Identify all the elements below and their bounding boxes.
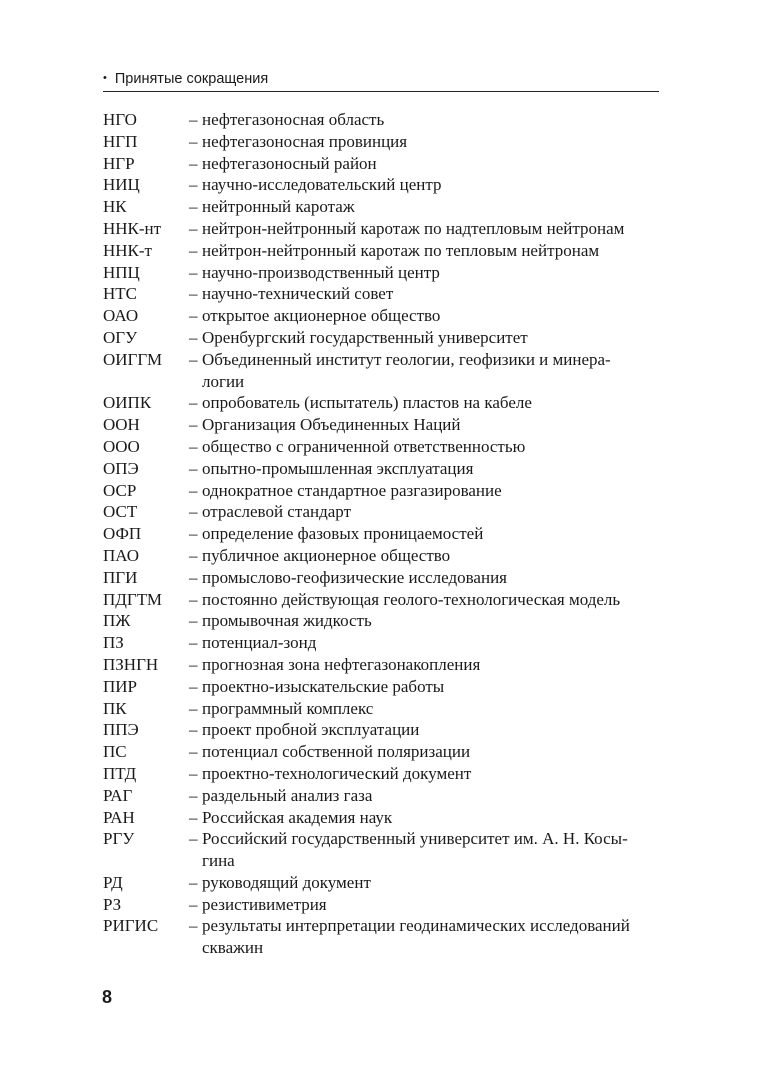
abbreviation-entry xyxy=(103,349,659,371)
abbreviation-definition xyxy=(189,785,659,807)
abbreviation-entry xyxy=(103,523,659,545)
definition-text: определение фазовых проницаемостей xyxy=(202,524,484,544)
definition-text: опробователь (испытатель) пластов на кабеле xyxy=(202,393,532,413)
abbreviation-term: ОПЭ xyxy=(103,458,139,478)
definition-text: Объединенный институт геологии, геофизики и минера- xyxy=(202,349,611,369)
abbreviation-term: ППЭ xyxy=(103,720,139,740)
abbreviation-entry xyxy=(103,807,659,829)
dash-separator: – xyxy=(189,916,198,936)
abbreviation-definition xyxy=(189,937,659,959)
abbreviation-entry xyxy=(103,458,659,480)
abbreviation-entry xyxy=(103,894,659,916)
dash-separator: – xyxy=(189,545,198,565)
abbreviation-definition xyxy=(189,632,659,654)
abbreviation-definition xyxy=(189,283,659,305)
abbreviation-term: ОСР xyxy=(103,480,137,500)
abbreviation-term: ОИПК xyxy=(103,393,152,413)
abbreviation-entry-continuation xyxy=(103,937,659,959)
dash-separator: – xyxy=(189,262,198,282)
dash-separator: – xyxy=(189,872,198,892)
definition-text: научно-производственный центр xyxy=(202,262,440,282)
abbreviation-entry xyxy=(103,218,659,240)
dash-separator: – xyxy=(189,698,198,718)
abbreviation-entry xyxy=(103,436,659,458)
dash-separator: – xyxy=(189,284,198,304)
abbreviation-entry xyxy=(103,414,659,436)
abbreviation-term: НГО xyxy=(103,110,137,129)
abbreviation-definition xyxy=(189,807,659,829)
abbreviation-term: ПК xyxy=(103,698,127,718)
abbreviation-definition xyxy=(189,414,659,436)
abbreviation-term: РИГИС xyxy=(103,916,159,936)
running-header xyxy=(103,66,659,92)
definition-text: резистивиметрия xyxy=(202,894,327,914)
dash-separator: – xyxy=(189,327,198,347)
dash-separator: – xyxy=(189,240,198,260)
abbreviation-entry xyxy=(103,545,659,567)
abbreviation-list xyxy=(103,109,659,959)
abbreviation-definition xyxy=(189,327,659,349)
dash-separator: – xyxy=(189,567,198,587)
abbreviation-definition xyxy=(189,436,659,458)
abbreviation-entry xyxy=(103,131,659,153)
definition-text: проектно-технологический документ xyxy=(202,763,472,783)
definition-text: отраслевой стандарт xyxy=(202,502,352,522)
dash-separator: – xyxy=(189,415,198,435)
definition-text: Российский государственный университет им. А. Н. Косы- xyxy=(202,829,628,849)
dash-separator: – xyxy=(189,153,198,173)
abbreviation-definition xyxy=(189,915,659,937)
dash-separator: – xyxy=(189,502,198,522)
abbreviation-definition xyxy=(189,240,659,262)
abbreviation-entry xyxy=(103,262,659,284)
abbreviation-term: НГР xyxy=(103,153,135,173)
abbreviation-term: ОАО xyxy=(103,306,139,326)
abbreviation-definition xyxy=(189,567,659,589)
definition-text: публичное акционерное общество xyxy=(202,545,451,565)
abbreviation-entry xyxy=(103,109,659,131)
definition-text: открытое акционерное общество xyxy=(202,306,441,326)
definition-text: раздельный анализ газа xyxy=(202,785,373,805)
dash-separator: – xyxy=(189,611,198,631)
definition-text: научно-исследовательский центр xyxy=(202,175,442,195)
definition-text: нефтегазоносная провинция xyxy=(202,131,408,151)
abbreviation-term: НК xyxy=(103,197,127,217)
dash-separator: – xyxy=(189,894,198,914)
abbreviation-term: НГП xyxy=(103,131,138,151)
dash-separator: – xyxy=(189,589,198,609)
definition-text: общество с ограниченной ответственностью xyxy=(202,436,526,456)
abbreviation-term: РД xyxy=(103,872,123,892)
abbreviation-definition xyxy=(189,501,659,523)
abbreviation-entry xyxy=(103,698,659,720)
dash-separator: – xyxy=(189,633,198,653)
abbreviation-definition xyxy=(189,894,659,916)
abbreviation-term: ПАО xyxy=(103,545,139,565)
abbreviation-entry xyxy=(103,501,659,523)
definition-text: проектно-изыскательские работы xyxy=(202,676,445,696)
abbreviation-entry xyxy=(103,392,659,414)
dash-separator: – xyxy=(189,676,198,696)
abbreviation-entry xyxy=(103,741,659,763)
dash-separator: – xyxy=(189,720,198,740)
dash-separator: – xyxy=(189,306,198,326)
abbreviation-entry xyxy=(103,676,659,698)
definition-text: Оренбургский государственный университет xyxy=(202,327,528,347)
definition-text: однократное стандартное разгазирование xyxy=(202,480,502,500)
abbreviation-definition xyxy=(189,763,659,785)
abbreviation-definition xyxy=(189,262,659,284)
abbreviation-term: ОСТ xyxy=(103,502,138,522)
abbreviation-term: РАГ xyxy=(103,785,133,805)
abbreviation-term: ООН xyxy=(103,415,140,435)
abbreviation-entry xyxy=(103,327,659,349)
abbreviation-definition xyxy=(189,305,659,327)
abbreviation-definition xyxy=(189,545,659,567)
abbreviation-entry xyxy=(103,283,659,305)
abbreviation-definition xyxy=(189,850,659,872)
abbreviation-entry xyxy=(103,828,659,850)
abbreviation-definition xyxy=(189,131,659,153)
abbreviation-entry xyxy=(103,196,659,218)
abbreviation-term: ПЖ xyxy=(103,611,131,631)
abbreviation-definition xyxy=(189,676,659,698)
abbreviation-entry xyxy=(103,153,659,175)
abbreviation-entry xyxy=(103,915,659,937)
abbreviation-term: ПЗНГН xyxy=(103,654,159,674)
abbreviation-definition xyxy=(189,371,659,393)
abbreviation-definition xyxy=(189,698,659,720)
abbreviation-definition xyxy=(189,828,659,850)
abbreviation-definition xyxy=(189,589,659,611)
dash-separator: – xyxy=(189,807,198,827)
abbreviation-definition xyxy=(189,218,659,240)
abbreviation-term: РАН xyxy=(103,807,135,827)
definition-text: гина xyxy=(202,851,235,871)
abbreviation-entry xyxy=(103,785,659,807)
definition-text: научно-технический совет xyxy=(202,284,394,304)
definition-text: нефтегазоносный район xyxy=(202,153,377,173)
abbreviation-definition xyxy=(189,153,659,175)
dash-separator: – xyxy=(189,742,198,762)
abbreviation-definition xyxy=(189,523,659,545)
abbreviation-term: ПЗ xyxy=(103,633,124,653)
abbreviation-term: ННК-т xyxy=(103,240,152,260)
dash-separator: – xyxy=(189,785,198,805)
dash-separator: – xyxy=(189,458,198,478)
abbreviation-definition xyxy=(189,610,659,632)
abbreviation-entry xyxy=(103,632,659,654)
abbreviation-term: НТС xyxy=(103,284,137,304)
abbreviation-term: НИЦ xyxy=(103,175,140,195)
definition-text: промыслово-геофизические исследования xyxy=(202,567,507,587)
abbreviation-definition xyxy=(189,109,659,131)
abbreviation-definition xyxy=(189,196,659,218)
definition-text: Российская академия наук xyxy=(202,807,393,827)
abbreviation-term: ПДГТМ xyxy=(103,589,162,609)
definition-text: потенциал-зонд xyxy=(202,633,317,653)
abbreviation-term: РЗ xyxy=(103,894,122,914)
definition-text: скважин xyxy=(202,938,264,958)
abbreviation-entry-continuation xyxy=(103,850,659,872)
abbreviation-term: ПГИ xyxy=(103,567,138,587)
abbreviation-term: ПТД xyxy=(103,763,137,783)
abbreviation-term: НПЦ xyxy=(103,262,140,282)
header-title: Принятые сокращения xyxy=(114,70,269,87)
abbreviation-term: ПИР xyxy=(103,676,138,696)
abbreviation-entry xyxy=(103,174,659,196)
abbreviation-term: ННК-нт xyxy=(103,218,162,238)
dash-separator: – xyxy=(189,110,198,129)
abbreviation-entry xyxy=(103,480,659,502)
abbreviation-term: ОИГГМ xyxy=(103,349,163,369)
abbreviation-definition xyxy=(189,458,659,480)
abbreviation-definition xyxy=(189,654,659,676)
definition-text: нейтронный каротаж xyxy=(202,197,355,217)
abbreviation-entry xyxy=(103,872,659,894)
definition-text: постоянно действующая геолого-технологическая модель xyxy=(202,589,621,609)
dash-separator: – xyxy=(189,763,198,783)
dash-separator: – xyxy=(189,524,198,544)
abbreviation-term: ОГУ xyxy=(103,327,138,347)
dash-separator: – xyxy=(189,131,198,151)
definition-text: потенциал собственной поляризации xyxy=(202,742,471,762)
abbreviation-entry xyxy=(103,610,659,632)
abbreviation-term: ОФП xyxy=(103,524,142,544)
abbreviation-entry xyxy=(103,305,659,327)
dash-separator: – xyxy=(189,218,198,238)
definition-text: проект пробной эксплуатации xyxy=(202,720,420,740)
definition-text: руководящий документ xyxy=(202,872,371,892)
definition-text: нефтегазоносная область xyxy=(202,110,385,129)
abbreviation-entry xyxy=(103,719,659,741)
abbreviation-definition xyxy=(189,719,659,741)
abbreviation-entry-continuation xyxy=(103,371,659,393)
dash-separator: – xyxy=(189,654,198,674)
abbreviation-term: ООО xyxy=(103,436,140,456)
dash-separator: – xyxy=(189,436,198,456)
definition-text: программный комплекс xyxy=(202,698,374,718)
abbreviation-definition xyxy=(189,741,659,763)
abbreviation-definition xyxy=(189,174,659,196)
header-bullet: • xyxy=(103,71,107,84)
dash-separator: – xyxy=(189,349,198,369)
page-number: 8 xyxy=(102,987,113,1007)
abbreviation-entry xyxy=(103,654,659,676)
definition-text: прогнозная зона нефтегазонакопления xyxy=(202,654,481,674)
dash-separator: – xyxy=(189,393,198,413)
dash-separator: – xyxy=(189,175,198,195)
abbreviation-definition xyxy=(189,872,659,894)
abbreviation-term: РГУ xyxy=(103,829,135,849)
dash-separator: – xyxy=(189,829,198,849)
definition-text: результаты интерпретации геодинамических исследований xyxy=(202,916,630,936)
definition-text: нейтрон-нейтронный каротаж по тепловым нейтронам xyxy=(202,240,600,260)
definition-text: логии xyxy=(202,371,245,391)
abbreviation-term: ПС xyxy=(103,742,127,762)
definition-text: нейтрон-нейтронный каротаж по надтепловым нейтронам xyxy=(202,218,625,238)
abbreviation-entry xyxy=(103,567,659,589)
abbreviation-definition xyxy=(189,392,659,414)
definition-text: Организация Объединенных Наций xyxy=(202,415,461,435)
abbreviation-definition xyxy=(189,480,659,502)
abbreviation-entry xyxy=(103,240,659,262)
abbreviation-definition xyxy=(189,349,659,371)
dash-separator: – xyxy=(189,197,198,217)
dash-separator: – xyxy=(189,480,198,500)
abbreviation-entry xyxy=(103,763,659,785)
definition-text: опытно-промышленная эксплуатация xyxy=(202,458,474,478)
definition-text: промывочная жидкость xyxy=(202,611,372,631)
abbreviation-entry xyxy=(103,589,659,611)
